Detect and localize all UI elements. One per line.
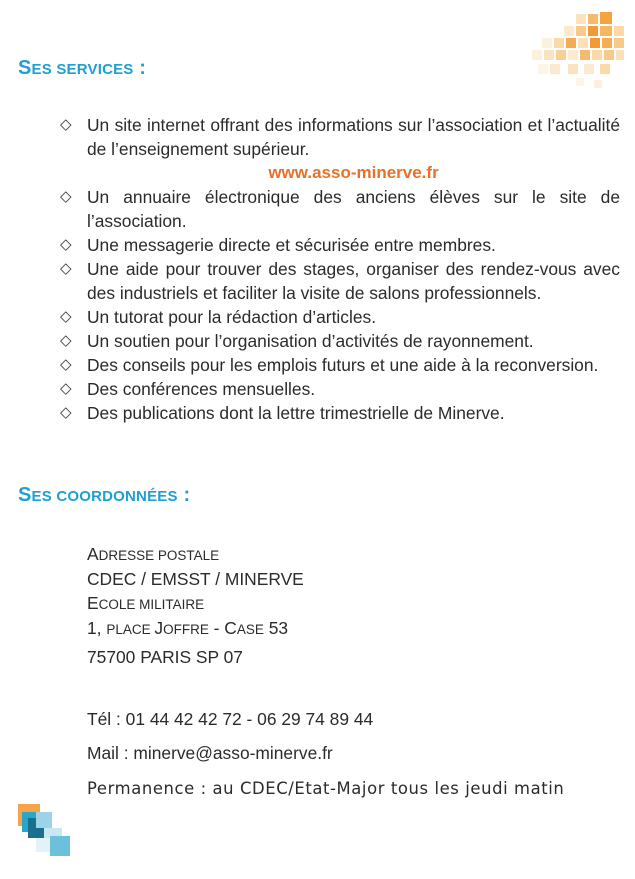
address-label-initial: A	[87, 544, 99, 564]
service-item-text: Une messagerie directe et sécurisée entre membres.	[87, 235, 496, 255]
postal-address	[87, 542, 304, 670]
decorative-mosaic-bottom-left	[14, 800, 76, 862]
address-line-3-offre: OFFRE	[163, 621, 209, 637]
coordonnees-heading-rest: ES COORDONNÉES	[31, 488, 178, 505]
coordonnees-heading-initial: S	[18, 484, 32, 506]
address-line-2-initial: E	[87, 593, 99, 613]
service-item	[60, 113, 620, 161]
diamond-bullet-icon: ◇	[60, 332, 72, 349]
diamond-bullet-icon: ◇	[60, 116, 72, 133]
service-item	[60, 329, 620, 353]
address-line-3-number: 1,	[87, 617, 107, 638]
diamond-bullet-icon: ◇	[60, 188, 72, 205]
diamond-bullet-icon: ◇	[60, 356, 72, 373]
diamond-bullet-icon: ◇	[60, 308, 72, 325]
services-list	[60, 113, 620, 425]
service-item	[60, 353, 620, 377]
address-line-3-place: PLACE	[106, 621, 155, 637]
address-line-3	[87, 616, 304, 641]
address-line-3-case-number: 53	[263, 617, 289, 638]
address-line-4: 75700 PARIS SP 07	[87, 647, 243, 667]
services-heading-rest: ES SERVICES	[31, 61, 134, 78]
address-line-2	[87, 591, 304, 616]
address-line-3-c: - C	[208, 617, 237, 638]
coordonnees-heading	[18, 484, 190, 507]
service-item	[60, 401, 620, 425]
diamond-bullet-icon: ◇	[60, 380, 72, 397]
services-heading-initial: S	[18, 57, 32, 79]
diamond-bullet-icon: ◇	[60, 260, 72, 277]
services-heading	[18, 57, 146, 80]
address-line-2-rest: COLE MILITAIRE	[98, 597, 205, 612]
service-item	[60, 257, 620, 305]
phone-numbers[interactable]: Tél : 01 44 42 42 72 - 06 29 74 89 44	[87, 709, 374, 729]
diamond-bullet-icon: ◇	[60, 404, 72, 421]
service-item-text: Une aide pour trouver des stages, organiser des rendez-vous avec des industriels et faciliter la visite de salons professionnels.	[87, 259, 620, 303]
service-item-text: Des publications dont la lettre trimestrielle de Minerve.	[87, 403, 505, 423]
address-line-3-ase: ASE	[236, 621, 264, 637]
address-label	[87, 542, 304, 567]
service-item	[60, 377, 620, 401]
address-line-1: CDEC / EMSST / MINERVE	[87, 568, 304, 589]
service-item-text: Des conférences mensuelles.	[87, 379, 316, 399]
address-line-3-j: J	[154, 617, 164, 638]
service-item-text: Des conseils pour les emplois futurs et une aide à la reconversion.	[87, 355, 599, 375]
address-label-rest: DRESSE POSTALE	[98, 548, 220, 563]
diamond-bullet-icon: ◇	[60, 236, 72, 253]
permanence-hours: Permanence : au CDEC/Etat-Major tous les jeudi matin	[87, 779, 565, 798]
service-item-text: Un soutien pour l’organisation d’activités de rayonnement.	[87, 331, 534, 351]
service-item-text: Un annuaire électronique des anciens élèves sur le site de l’association.	[87, 187, 620, 231]
decorative-mosaic-top-right	[528, 8, 628, 103]
website-link[interactable]: www.asso-minerve.fr	[268, 163, 439, 182]
service-item-text: Un site internet offrant des informations sur l’association et l’actualité de l’enseignement supérieur.	[87, 115, 620, 159]
email-address[interactable]: Mail : minerve@asso-minerve.fr	[87, 743, 333, 763]
service-item	[60, 233, 620, 257]
services-heading-colon: :	[133, 57, 147, 79]
service-item-text: Un tutorat pour la rédaction d’articles.	[87, 307, 377, 327]
service-item	[60, 305, 620, 329]
coordonnees-heading-colon: :	[177, 484, 191, 506]
service-item	[60, 185, 620, 233]
